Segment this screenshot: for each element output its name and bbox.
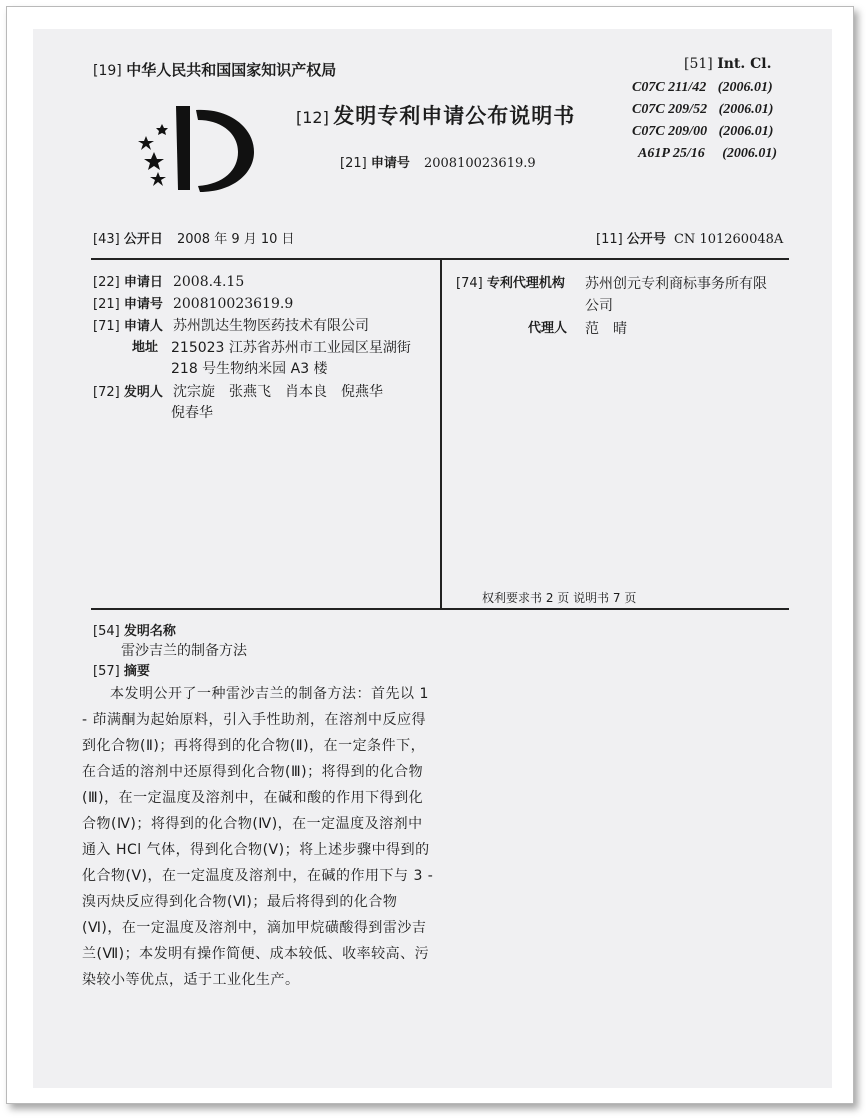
- field-code: [54]: [93, 624, 120, 639]
- ipc-date: (2006.01): [722, 146, 778, 161]
- field-code: [72]: [93, 385, 120, 400]
- application-number: 200810023619.9: [423, 156, 536, 171]
- publication-number: [596, 232, 783, 248]
- classification-header: [684, 56, 771, 72]
- field-code: [22]: [93, 275, 120, 290]
- doc-type-title: 发明专利申请公布说明书: [333, 104, 576, 128]
- office-header: [93, 62, 336, 79]
- ipc-date: (2006.01): [717, 80, 773, 95]
- ipc-code: C07C 209/00: [632, 124, 708, 139]
- ipc-row-1: [632, 80, 773, 96]
- field-label: 申请人: [123, 319, 163, 334]
- publication-number-label: 公开号: [626, 232, 666, 247]
- office-code: [19]: [93, 63, 122, 79]
- app-number-row: [93, 296, 293, 313]
- publication-date-code: [43]: [93, 232, 120, 247]
- address-line-2: 218 号生物纳米园 A3 楼: [171, 361, 328, 377]
- agency-line-2: 公司: [585, 298, 613, 314]
- inventors-line-2: 倪春华: [171, 405, 213, 421]
- publication-date-value: 2008 年 9 月 10 日: [176, 232, 295, 247]
- doc-type-header: [296, 104, 576, 128]
- ipc-code: A61P 25/16: [638, 146, 705, 161]
- agent-label: 代理人: [528, 321, 568, 336]
- field-value: 苏州凯达生物医药技术有限公司: [172, 318, 369, 334]
- publication-number-code: [11]: [596, 232, 623, 247]
- field-label: 摘要: [123, 664, 150, 679]
- doc-type-code: [12]: [296, 108, 329, 127]
- address-label: 地址: [132, 340, 159, 355]
- bottom-rule: [91, 608, 789, 610]
- inventors-row: [93, 384, 383, 401]
- sipo-logo-icon: [132, 102, 258, 198]
- field-label: 申请号: [123, 297, 163, 312]
- abstract-text: 本发明公开了一种雷沙吉兰的制备方法：首先以 1 - 茚满酮为起始原料，引入手性助剂，在溶剂中反应得到化合物(Ⅱ)；再将得到的化合物(Ⅱ)，在一定条件下，在合适的溶剂中还原得到化合物(Ⅲ)；将得到的化合物(Ⅲ)，在一定温度及溶剂中，在碱和酸的作用下得到化合物(Ⅳ)；将得到的化合物(Ⅳ)，在一定温度及溶剂中通入 HCl 气体，得到化合物(Ⅴ)；将上述步骤中得到的化合物(Ⅴ)，在一定温度及溶剂中，在碱的作用下与 3 - 溴丙炔反应得到化合物(Ⅵ)；最后将得到的化合物(Ⅵ)，在一定温度及溶剂中，滴加甲烷磺酸得到雷沙吉兰(Ⅶ)；本发明有操作简便、成本较低、收率较高、污染较小等优点，适于工业化生产。: [82, 686, 434, 988]
- field-code: [21]: [93, 297, 120, 312]
- filing-date-row: [93, 274, 244, 291]
- field-label: 专利代理机构: [486, 276, 565, 291]
- publication-date: [93, 232, 295, 248]
- field-label: 发明名称: [123, 624, 176, 639]
- field-value: 沈宗旋 张燕飞 肖本良 倪燕华: [172, 384, 383, 400]
- ipc-date: (2006.01): [718, 102, 774, 117]
- agency-line-1: 苏州创元专利商标事务所有限: [585, 276, 767, 292]
- ipc-row-4: [638, 146, 777, 162]
- ipc-row-2: [632, 102, 773, 118]
- field-value: 2008.4.15: [172, 274, 245, 290]
- invention-title-header: [93, 624, 176, 640]
- ipc-row-3: [632, 124, 773, 140]
- abstract-header: [93, 664, 150, 680]
- application-number-header: [340, 156, 536, 172]
- field-label: 申请日: [123, 275, 163, 290]
- field-value: 200810023619.9: [172, 296, 294, 312]
- abstract-body: [82, 681, 434, 993]
- invention-title: 雷沙吉兰的制备方法: [121, 643, 247, 659]
- column-divider: [440, 258, 442, 608]
- office-name: 中华人民共和国国家知识产权局: [126, 61, 337, 79]
- field-code: [71]: [93, 319, 120, 334]
- ipc-code: C07C 209/52: [632, 102, 708, 117]
- field-label: 发明人: [123, 385, 163, 400]
- application-code: [21]: [340, 156, 367, 171]
- ipc-date: (2006.01): [718, 124, 774, 139]
- application-label: 申请号: [370, 156, 410, 171]
- classification-code: [51]: [684, 56, 713, 72]
- page-count: 权利要求书 2 页 说明书 7 页: [482, 591, 637, 605]
- field-code: [57]: [93, 664, 120, 679]
- agency-row: [456, 276, 565, 292]
- publication-number-value: CN 101260048A: [673, 232, 784, 247]
- publication-date-label: 公开日: [123, 232, 163, 247]
- classification-label: Int. Cl.: [717, 56, 772, 72]
- agent-value: 范 晴: [585, 321, 627, 337]
- applicant-row: [93, 318, 369, 335]
- ipc-code: C07C 211/42: [632, 80, 707, 95]
- field-code: [74]: [456, 276, 483, 291]
- address-line-1: 215023 江苏省苏州市工业园区星湖街: [171, 340, 411, 356]
